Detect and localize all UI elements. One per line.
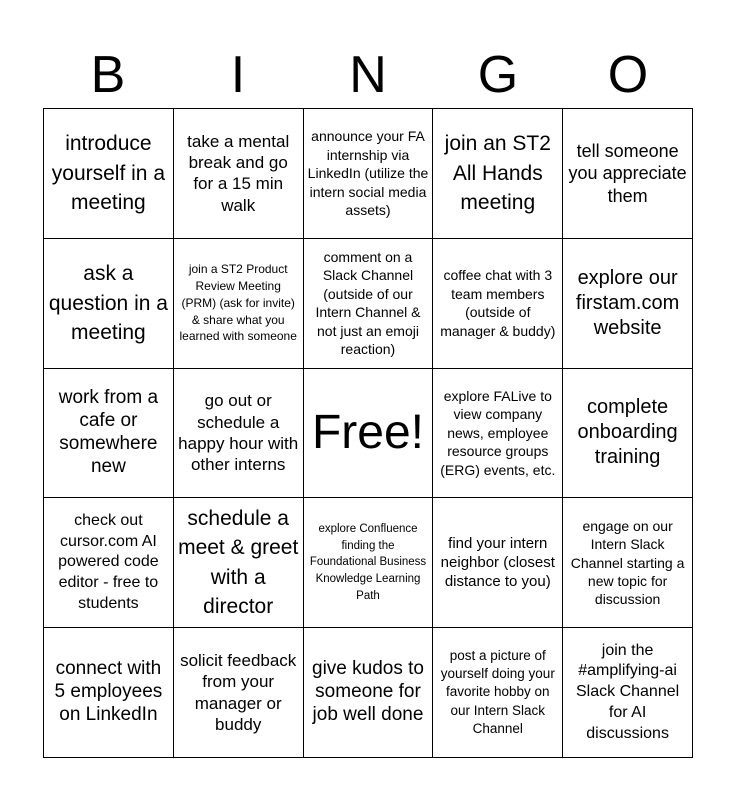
- bingo-cell[interactable]: [563, 239, 693, 369]
- cell-text: ask a question in a meeting: [48, 262, 168, 344]
- bingo-cell[interactable]: [433, 628, 563, 758]
- cell-text: go out or schedule a happy hour with other interns: [178, 391, 299, 475]
- bingo-cell[interactable]: [174, 239, 304, 369]
- header-letter-g: G: [477, 46, 519, 104]
- bingo-header: [43, 42, 693, 108]
- cell-text: engage on our Intern Slack Channel starting a new topic for discussion: [570, 517, 685, 608]
- bingo-cell[interactable]: [174, 628, 304, 758]
- free-space[interactable]: [304, 369, 434, 499]
- bingo-board: [43, 108, 693, 758]
- bingo-cell[interactable]: [44, 109, 174, 239]
- bingo-cell[interactable]: [563, 109, 693, 239]
- cell-text: find your intern neighbor (closest distance to you): [440, 535, 555, 591]
- cell-text: take a mental break and go for a 15 min walk: [187, 131, 290, 215]
- cell-text: comment on a Slack Channel (outside of our Intern Channel & not just an emoji reaction): [315, 248, 421, 358]
- cell-text: explore FALive to view company news, employee resource groups (ERG) events, etc.: [440, 387, 556, 478]
- cell-text: introduce yourself in a meeting: [51, 132, 166, 215]
- bingo-cell[interactable]: [304, 239, 434, 369]
- bingo-cell[interactable]: [433, 498, 563, 628]
- cell-text: tell someone you appreciate them: [568, 140, 687, 206]
- bingo-cell[interactable]: [44, 498, 174, 628]
- cell-text: coffee chat with 3 team members (outside of manager & buddy): [440, 267, 556, 339]
- header-letter-i: I: [230, 46, 246, 104]
- cell-text: solicit feedback from your manager or buddy: [180, 651, 297, 734]
- header-letter-n: N: [349, 46, 387, 104]
- cell-text: join the #amplifying-ai Slack Channel for AI discussions: [576, 641, 680, 742]
- cell-text: post a picture of yourself doing your favorite hobby on our Intern Slack Channel: [440, 648, 555, 736]
- header-letter-b: B: [90, 46, 126, 104]
- bingo-cell[interactable]: [174, 498, 304, 628]
- bingo-cell[interactable]: [174, 369, 304, 499]
- bingo-cell[interactable]: [44, 239, 174, 369]
- cell-text: schedule a meet & greet with a director: [178, 507, 299, 619]
- bingo-cell[interactable]: [563, 369, 693, 499]
- free-space-text: Free!: [311, 405, 424, 459]
- bingo-cell[interactable]: [563, 628, 693, 758]
- cell-text: explore Confluence finding the Foundational Business Knowledge Learning Path: [309, 523, 427, 602]
- bingo-cell[interactable]: [304, 109, 434, 239]
- bingo-cell[interactable]: [433, 109, 563, 239]
- bingo-cell[interactable]: [563, 498, 693, 628]
- cell-text: explore our firstam.com website: [575, 266, 680, 339]
- cell-text: join a ST2 Product Review Meeting (PRM) (ask for invite) & share what you learned with someone: [179, 262, 297, 344]
- cell-text: announce your FA internship via LinkedIn (utilize the intern social media assets): [307, 128, 429, 219]
- cell-text: work from a cafe or somewhere new: [58, 387, 159, 477]
- cell-text: check out cursor.com AI powered code editor - free to students: [58, 511, 159, 612]
- bingo-cell[interactable]: [174, 109, 304, 239]
- bingo-cell[interactable]: [433, 369, 563, 499]
- bingo-cell[interactable]: [433, 239, 563, 369]
- bingo-cell[interactable]: [44, 369, 174, 499]
- header-letter-o: O: [607, 46, 649, 104]
- cell-text: give kudos to someone for job well done: [312, 658, 424, 725]
- cell-text: complete onboarding training: [577, 396, 678, 469]
- bingo-cell[interactable]: [304, 628, 434, 758]
- cell-text: connect with 5 employees on LinkedIn: [54, 658, 163, 725]
- cell-text: join an ST2 All Hands meeting: [444, 132, 551, 215]
- bingo-cell[interactable]: [44, 628, 174, 758]
- bingo-cell[interactable]: [304, 498, 434, 628]
